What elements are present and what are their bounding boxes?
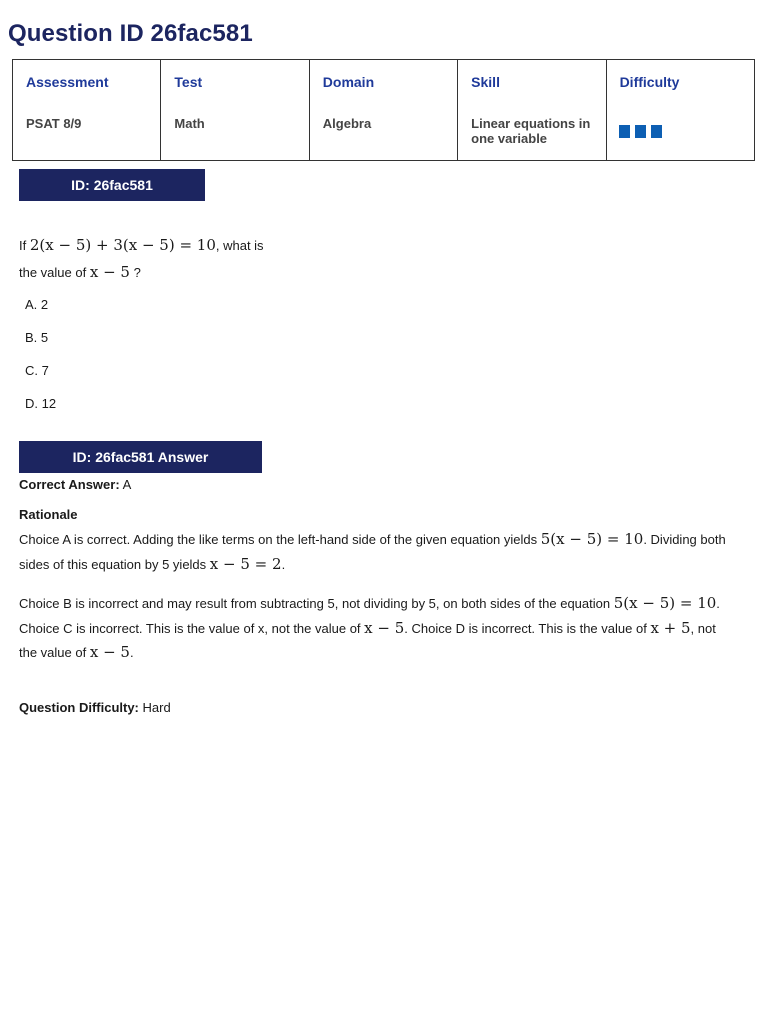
rationale-eq-4: x − 5 — [364, 619, 405, 637]
skill-value: Linear equations in one variable — [471, 116, 591, 146]
question-meta-table — [12, 59, 755, 161]
correct-answer-label: Correct Answer: — [19, 477, 120, 492]
rationale-p1-line1: Choice A is correct. Adding the like terms on the left-hand side of the given equation yields 5(x − 5) = 10. Dividing both — [19, 530, 726, 548]
test-cell — [161, 60, 309, 161]
test-header: Test — [174, 74, 203, 90]
rationale-p1-line2: sides of this equation by 5 yields x − 5 = 2. — [19, 555, 286, 573]
answer-id-banner: ID: 26fac581 Answer — [19, 441, 262, 473]
rationale-eq-6: x − 5 — [89, 643, 130, 661]
difficulty-bar — [619, 125, 630, 138]
question-line-2: the value of x − 5 ? — [19, 263, 141, 281]
rationale-heading: Rationale — [19, 507, 78, 522]
difficulty-bar — [651, 125, 662, 138]
question-line-1: If 2(x − 5) + 3(x − 5) = 10, what is — [19, 236, 264, 254]
difficulty-bar — [635, 125, 646, 138]
choice-b[interactable]: B. 5 — [25, 330, 49, 345]
choice-d[interactable]: D. 12 — [25, 396, 57, 411]
assessment-header: Assessment — [26, 74, 109, 90]
difficulty-cell — [606, 60, 754, 161]
choice-a[interactable]: A. 2 — [25, 297, 49, 312]
rationale-eq-3: 5(x − 5) = 10 — [613, 594, 717, 612]
difficulty-header: Difficulty — [619, 74, 680, 90]
question-difficulty-value: Hard — [142, 700, 171, 715]
choice-c[interactable]: C. 7 — [25, 363, 49, 378]
question-target-expression: x − 5 — [89, 263, 130, 281]
question-difficulty-label: Question Difficulty: — [19, 700, 139, 715]
question-difficulty-line — [19, 700, 171, 715]
domain-value: Algebra — [322, 116, 372, 131]
assessment-value: PSAT 8/9 — [26, 116, 82, 131]
rationale-eq-5: x + 5 — [650, 619, 691, 637]
rationale-p2-line1: Choice B is incorrect and may result from subtracting 5, not dividing by 5, on both sides of the equation 5(x − 5) = 10. — [19, 594, 720, 612]
correct-answer-value: A — [122, 477, 132, 492]
rationale-eq-1: 5(x − 5) = 10 — [540, 530, 644, 548]
skill-header: Skill — [471, 74, 500, 90]
rationale-eq-2: x − 5 = 2 — [209, 555, 282, 573]
rationale-p2-line2: Choice C is incorrect. This is the value of x, not the value of x − 5. Choice D is incorrect. This is the value of x + 5, not — [19, 619, 716, 637]
test-value: Math — [174, 116, 205, 131]
assessment-cell — [13, 60, 161, 161]
question-equation: 2(x − 5) + 3(x − 5) = 10 — [29, 236, 216, 254]
correct-answer-line — [19, 477, 131, 492]
rationale-p2-line3: the value of x − 5. — [19, 643, 134, 661]
difficulty-indicator — [619, 125, 662, 138]
domain-cell — [309, 60, 457, 161]
page-title: Question ID 26fac581 — [8, 20, 253, 47]
question-id-banner: ID: 26fac581 — [19, 169, 205, 201]
skill-cell — [458, 60, 606, 161]
domain-header: Domain — [322, 74, 375, 90]
